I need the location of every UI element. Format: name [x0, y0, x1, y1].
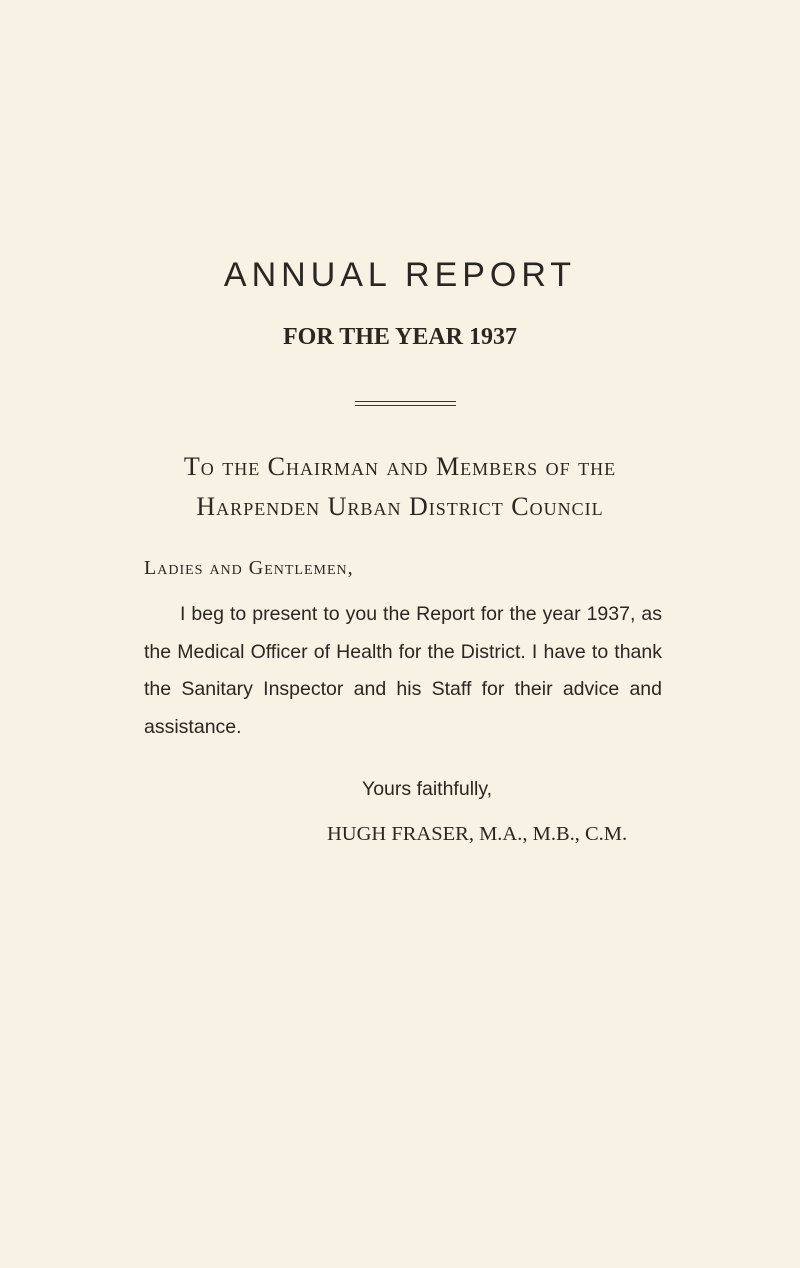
closing: Yours faithfully, [362, 778, 493, 800]
salutation: Ladies and Gentlemen, [144, 557, 354, 579]
report-title: ANNUAL REPORT [223, 256, 577, 294]
address-block [0, 447, 800, 527]
report-subtitle: FOR THE YEAR 1937 [282, 324, 518, 350]
address-line-1: To the Chairman and Members of the [183, 452, 617, 481]
double-rule-top [355, 401, 456, 402]
signature: HUGH FRASER, M.A., M.B., C.M. [327, 823, 628, 845]
letter-body: I beg to present to you the Report for the year 1937, as the Medical Officer of Health for the District. I have to thank the Sanitary Inspector and his Staff for their advice and assistance. [144, 603, 662, 738]
address-line-2: Harpenden Urban District Council [196, 492, 604, 521]
double-rule-bottom [355, 405, 456, 406]
